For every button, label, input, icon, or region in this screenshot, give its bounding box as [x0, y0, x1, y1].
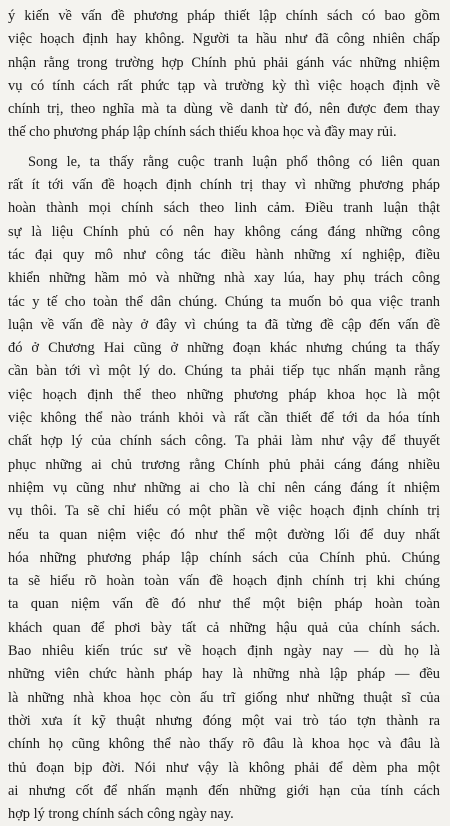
- text-line: hợp lý trong chính sách công ngày nay.: [8, 806, 234, 823]
- text-line: ý kiến về vấn đề phương pháp thiết lập chính sách có bao gồm: [8, 8, 440, 24]
- text-line: đó ở Chương Hai cũng ở những đoạn khác nhưng chúng ta thấy: [8, 340, 440, 357]
- text-line: việc hoạch định hay không. Người ta hầu như đã công nhiên chấp: [8, 31, 440, 48]
- text-line: luận về vấn đề này ở đây vì chúng ta đã từng đề cập đến vấn đề: [8, 316, 440, 333]
- text-line: khách quan để phơi bày tất cả những hậu quả của chính sách.: [8, 619, 440, 636]
- text-line: thủ đoạn bịp đời. Nói như vậy là không phải để dèm pha một: [8, 759, 440, 776]
- text-line: ai nhưng cốt để nhấn mạnh đến những giới hạn của tính cách: [8, 782, 440, 799]
- text-line: ta quan niệm vấn đề đó như thể một biện pháp hoàn toàn: [8, 596, 440, 613]
- text-line: hóa những phương pháp lập chính sách của Chính phủ. Chúng: [8, 549, 440, 566]
- text-line: cần bàn tới vì một lý do. Chúng ta phải tiếp tục nhấn mạnh rằng: [8, 363, 440, 380]
- text-line: là những nhà khoa học còn ấu trĩ giống như những thuật sĩ của: [8, 689, 440, 706]
- text-line: ta sẽ hiểu rõ hoàn toàn vấn đề hoạch định chính trị khi chúng: [8, 573, 440, 590]
- text-line: thời xưa ít kỹ thuật nhưng đóng một vai trò táo tợn thành ra: [8, 712, 440, 729]
- text-line: nhận rằng trong trường hợp Chính phủ phải gánh vác những nhiệm: [8, 54, 440, 71]
- text-line: Bao nhiêu kiến trúc sư về hoạch định ngày nay — dù họ là: [8, 643, 440, 660]
- text-line: khiển những hầm mỏ và những nhà xay lúa, hay phụ trách công: [8, 270, 440, 287]
- text-line: rất ít tới vấn đề hoạch định chính trị thay vì những phương pháp: [8, 177, 440, 194]
- text-line: việc hoạch định thể theo những phương pháp khoa học là một: [8, 386, 440, 403]
- text-line: chính trị, theo nghĩa mà ta dùng về danh từ đó, nên được đem thay: [8, 101, 440, 118]
- text-line: tác y tế cho toàn thể dân chúng. Chúng ta muốn bỏ qua việc tranh: [8, 293, 440, 310]
- text-line: tác đại quy mô như công tác điều hành những xí nghiệp, điều: [8, 246, 440, 263]
- text-line: việc không thể nào tránh khỏi và rất cần thiết để tới da hóa tính: [8, 410, 440, 427]
- paragraph-2: [8, 151, 440, 826]
- text-line: những viên chức hành pháp hay là những nhà lập pháp — đều: [8, 666, 440, 683]
- text-line: nếu ta quan niệm việc đó như thể một đường lối để duy nhất: [8, 526, 440, 543]
- text-line: phục những ai chủ trương rằng Chính phủ phải cáng đáng nhiều: [8, 456, 440, 473]
- text-line: sự là liệu Chính phủ có nên hay không cáng đáng những công: [8, 223, 440, 240]
- text-line: vụ thôi. Ta sẽ chỉ hiểu có một phần về việc hoạch định chính trị: [8, 503, 440, 520]
- paragraph-1: [8, 5, 440, 145]
- text-line: Song le, ta thấy rằng cuộc tranh luận phổ thông có liên quan: [28, 153, 440, 170]
- text-line: hoàn thành mọi chính sách theo linh cảm. Điều tranh luận thật: [8, 200, 440, 217]
- text-line: nhiệm vụ cũng như những ai cho là chỉ nên cáng đáng ít nhiệm: [8, 479, 440, 496]
- text-line: vụ có tính cách rất phức tạp và trường kỳ thì việc hoạch định về: [8, 77, 440, 94]
- text-line: chính họ cũng không thể nào thấy rõ đâu là khoa học và đâu là: [8, 736, 440, 753]
- text-line: thế cho phương pháp lập chính sách thiếu khoa học và đầy may rủi.: [8, 124, 397, 141]
- text-line: chất hợp lý của chính sách công. Ta phải làm như vậy để thuyết: [8, 433, 440, 450]
